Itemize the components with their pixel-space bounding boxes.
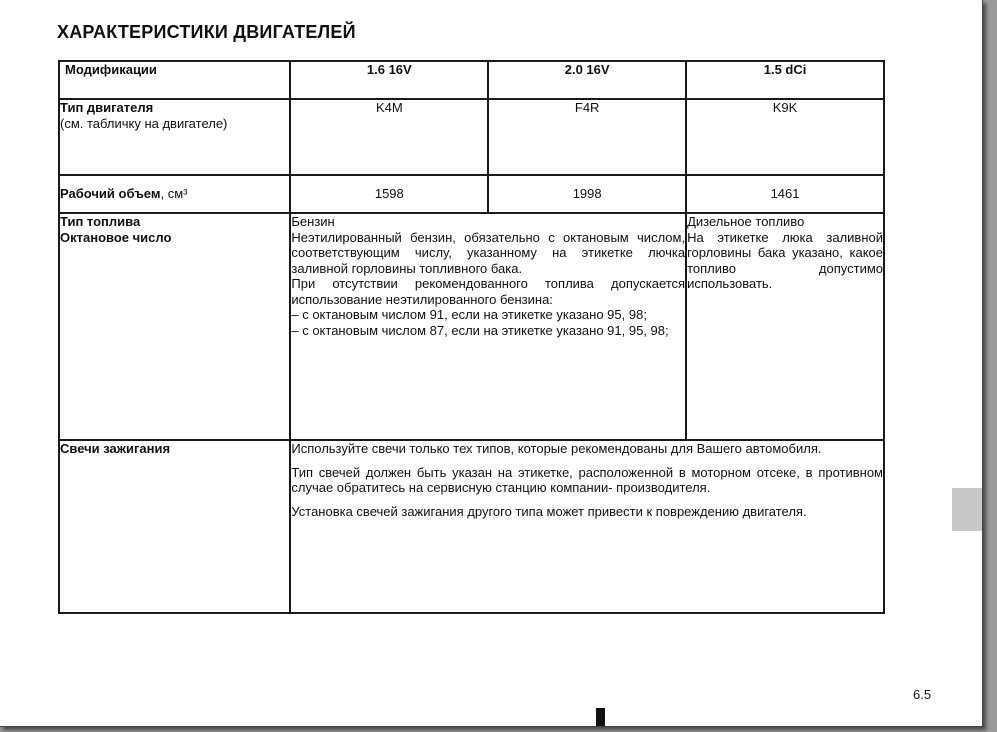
column-header-1-5-dci: 1.5 dCi [686,61,884,99]
displacement-value-1: 1598 [290,175,488,213]
engine-type-label-cell [59,99,290,175]
header-label: Модификации [59,61,290,99]
engine-specs-table [58,60,885,614]
spark-plugs-text-cell [290,440,884,613]
petrol-fuel-cell [290,213,686,440]
petrol-line-3: При отсутствии рекомендованного топлива допускается использование неэтилированного бензина: [291,276,686,307]
diesel-fuel-cell [686,213,884,440]
petrol-bullet-1: – с октановым числом 91, если на этикетке указано 95, 98; [291,307,647,322]
fuel-row [59,213,884,440]
page-number: 6.5 [913,687,932,702]
column-header-1-6-16v: 1.6 16V [290,61,488,99]
displacement-value-2: 1998 [488,175,686,213]
fuel-type-label: Тип топлива [60,214,141,229]
displacement-label-cell [59,175,290,213]
displacement-row [59,175,884,213]
diesel-line-2: На этикетке люка заливной горловины бака указано, какое топливо допустимо использовать. [687,229,883,291]
engine-type-value-3: K9K [686,99,884,175]
petrol-line-1: Бензин [291,214,335,229]
spark-plugs-row [59,440,884,613]
bottom-crop-mark [596,708,605,726]
fuel-label-cell [59,213,290,440]
engine-type-value-2: F4R [488,99,686,175]
spark-plugs-paragraph-1: Используйте свечи только тех типов, которые рекомендованы для Вашего автомобиля. [291,441,822,456]
engine-type-sublabel: (см. табличку на двигателе) [60,115,228,131]
petrol-bullet-2: – с октановым числом 87, если на этикетке указано 91, 95, 98; [291,322,669,338]
displacement-value-3: 1461 [686,175,884,213]
spark-plugs-paragraph-2: Тип свечей должен быть указан на этикетке, расположенной в моторном отсеке, в противном случае обратитесь на сервисную станцию компании- производителя. [291,464,883,495]
displacement-unit: , см³ [160,186,188,202]
engine-type-value-1: K4M [290,99,488,175]
page-title: ХАРАКТЕРИСТИКИ ДВИГАТЕЛЕЙ [57,22,356,42]
section-thumb-tab [952,488,982,531]
spark-plugs-paragraph-3: Установка свечей зажигания другого типа может привести к повреждению двигателя. [291,503,807,519]
octane-label: Октановое число [60,229,172,245]
diesel-line-1: Дизельное топливо [687,214,805,229]
spark-plugs-label: Свечи зажигания [60,441,171,456]
petrol-line-2: Неэтилированный бензин, обязательно с октановым числом, соответствующим числу, указанному на этикетке лючка заливной горловины топливного бака. [291,229,686,276]
column-header-2-0-16v: 2.0 16V [488,61,686,99]
table-header-row [59,61,884,99]
spark-plugs-label-cell [59,440,290,613]
engine-type-label: Тип двигателя [60,100,154,115]
engine-type-row [59,99,884,175]
displacement-label: Рабочий объем [60,186,161,202]
